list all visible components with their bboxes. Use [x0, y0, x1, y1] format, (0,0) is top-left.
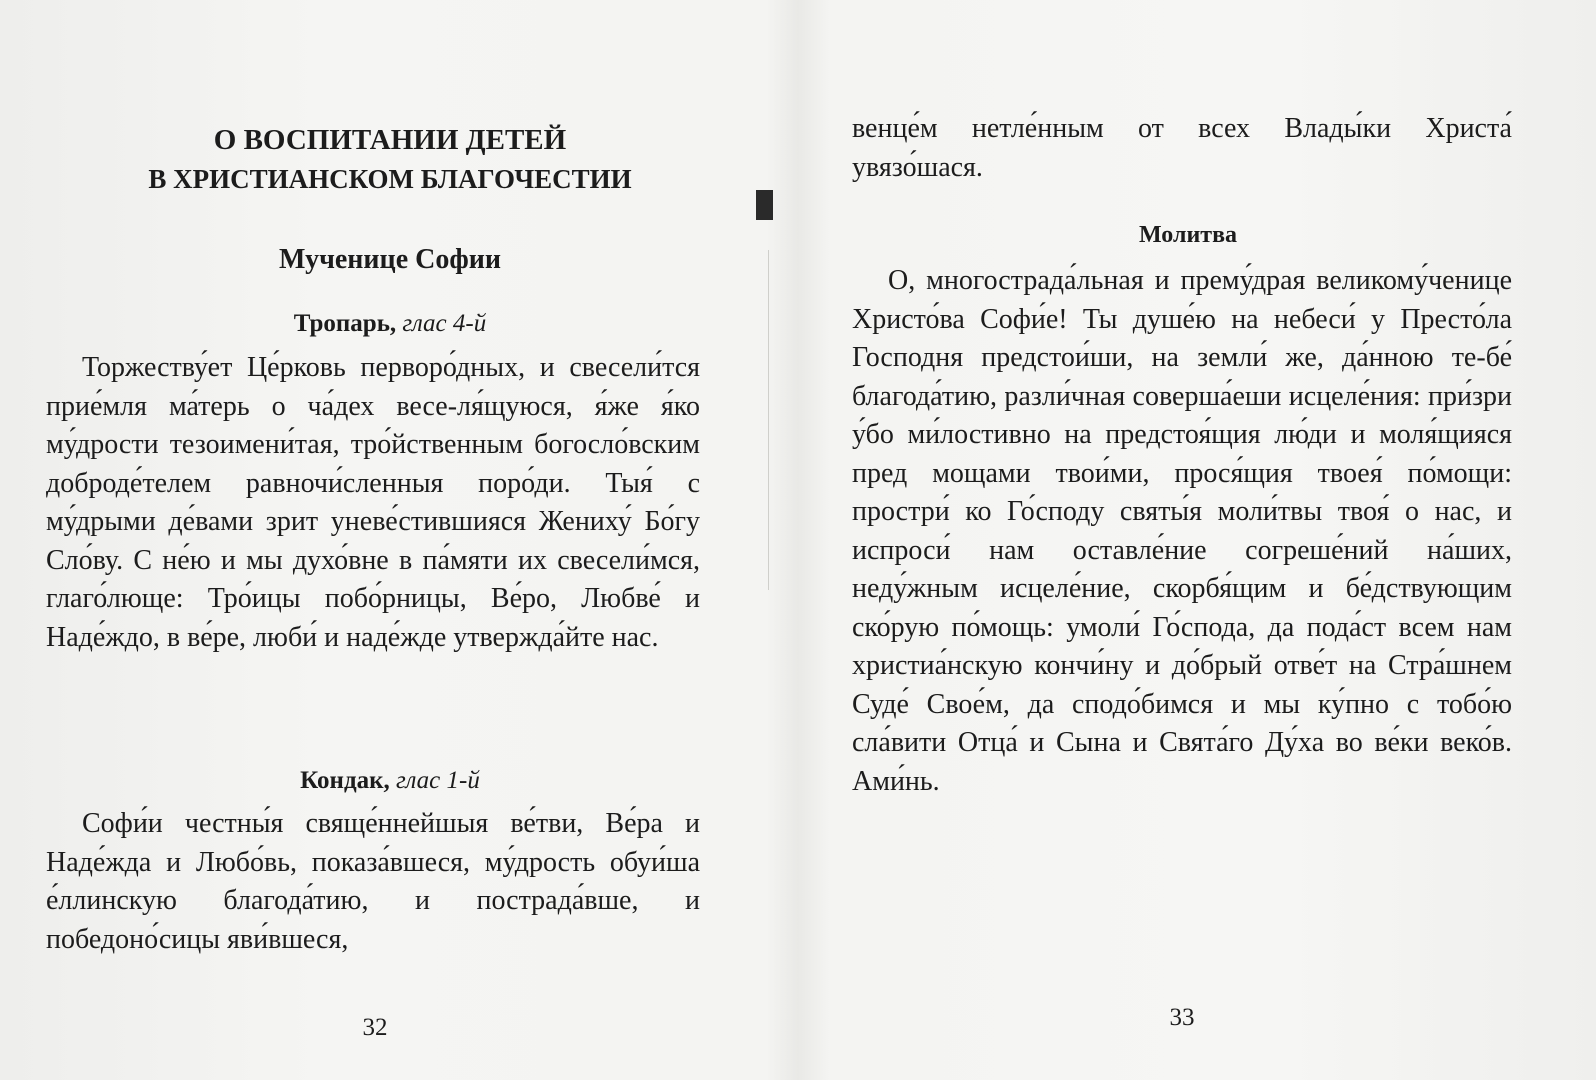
tropar-text: Торжеству́ет Це́рковь первоpо́дных, и свесели́тся прие́мля ма́терь о ча́дех весе-ля́щуюся, я́же я́ко му́дрости тезоимени́тая, тро́йственным богосло́вским доброде́телем равночи́сленныя поро́ди. Тыя́ с му́дрыми де́вами зрит уневе́стившияся Жениху́ Бо́гу Сло́ву. С не́ю и мы духо́вне в па́мяти их свесели́мся, глаго́люще: Тро́ицы побо́рницы, Ве́ро, Любве́ и Наде́ждо, в ве́ре, люби́ и наде́жде утвержда́йте нас. [46, 352, 700, 653]
section-title: Мученице Софии [279, 244, 501, 275]
page-fold [768, 250, 769, 590]
kondak-heading [40, 761, 740, 801]
tropar-label: Тропарь, [293, 310, 397, 337]
kondak-continuation: венце́м нетле́нным от всех Влады́ки Христа́ увязо́шася. [852, 113, 1512, 183]
chapter-title-line1: О ВОСПИТАНИИ ДЕТЕЙ [213, 124, 567, 156]
kondak-text: Софи́и честны́я свяще́ннейшыя ве́тви, Ве́ра и Наде́жда и Любо́вь, показа́вшеся, му́дрость обуи́ша е́ллинскую благода́тию, и пострада́вше, и победоно́сицы яви́вшеся, [46, 808, 700, 955]
right-page [780, 0, 1596, 1080]
prayer-text: О, многострада́льная и прему́драя великому́ченице Христо́ва Софи́е! Ты душе́ю на небеси́ у Престо́ла Господня предстои́ши, на земли́ же, да́нною те-бе́ благода́тию, разли́чная соверша́еши исцеле́ния: при́зри у́бо ми́лостивно на предстоя́щия лю́ди и моля́щияся пред мощами твои́ми, прося́щия твоея́ по́мощи: простри́ ко Го́споду святы́я моли́твы твоя́ о нас, и испроси́ нам оставле́ние согреше́ний на́ших, неду́жным исцеле́ние, скорбя́щим и бе́дствующим ско́рую по́мощь: умоли́ Го́спода, да пода́ст всем нам христиа́нскую кончи́ну и до́брый отве́т на Стра́шнем Суде́ Свое́м, да сподо́бимся и мы ку́пно с тобо́ю сла́вити Отца́ и Сына и Свята́го Ду́ха во ве́ки веко́в. Ами́нь. [852, 265, 1512, 797]
tropar-glas: глас 4-й [402, 310, 487, 337]
kondak-label: Кондак, [300, 767, 390, 794]
bookmark-marker [756, 190, 773, 220]
prayer-heading: Молитва [1138, 222, 1238, 248]
chapter-title-line2: В ХРИСТИАНСКОМ БЛАГОЧЕСТИИ [148, 164, 632, 194]
left-page [0, 0, 780, 1080]
page-number-left: 32 [362, 1014, 388, 1041]
kondak-glas: глас 1-й [396, 767, 480, 794]
tropar-heading [40, 304, 740, 344]
page-number-right: 33 [1169, 1004, 1195, 1031]
